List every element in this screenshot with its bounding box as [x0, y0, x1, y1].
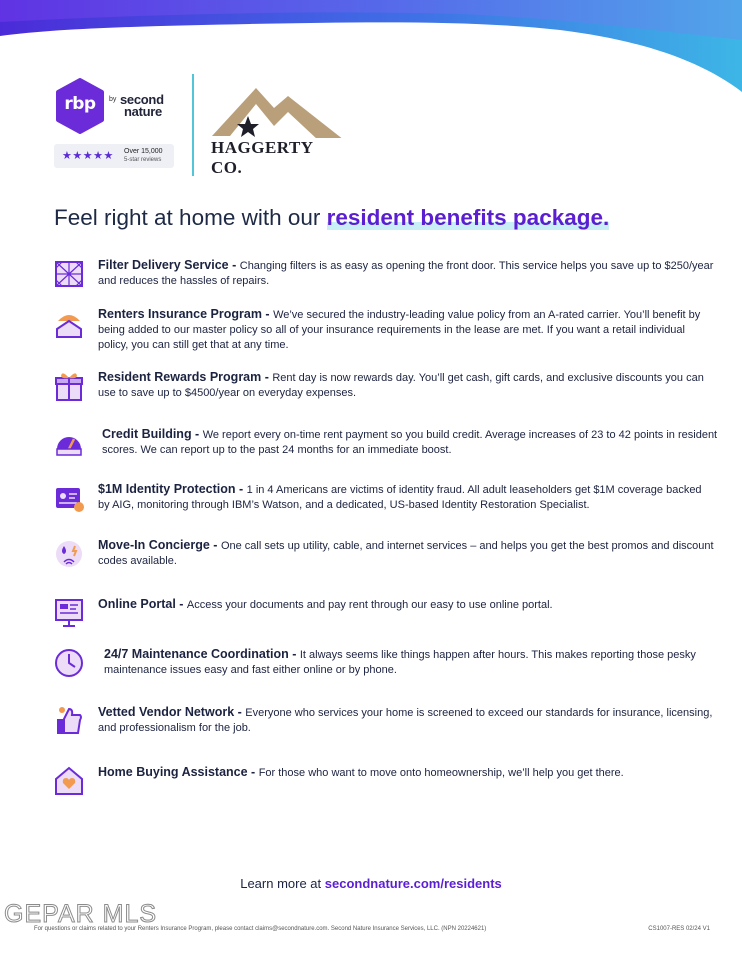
benefit-description: For those who want to move onto homeownership, we’ll help you get there.: [258, 767, 624, 779]
haggerty-logo: [208, 82, 348, 177]
logo-divider: [192, 74, 194, 176]
reviews-badge: [54, 144, 174, 168]
benefit-description: Access your documents and pay rent through our easy to use online portal.: [186, 599, 553, 611]
benefit-title: Resident Rewards Program -: [98, 370, 273, 384]
mls-watermark: GEPAR MLS: [4, 900, 158, 928]
second-nature-logo: [54, 78, 178, 170]
identity-card-icon: [54, 482, 84, 514]
page-headline: [54, 205, 609, 231]
umbrella-house-icon: [54, 307, 84, 339]
headline-lead: Feel right at home with our: [54, 205, 327, 230]
haggerty-wordmark: HAGGERTY CO.: [211, 138, 313, 177]
benefit-title: Credit Building -: [102, 427, 203, 441]
utilities-icon: [54, 538, 84, 570]
filter-icon: [54, 258, 84, 290]
benefit-description: We report every on-time rent payment so you build credit. Average increases of 23 to 42 points in resident scores. We can report up to the past 24 months for an immediate boost.: [102, 429, 718, 456]
benefit-title: $1M Identity Protection -: [98, 482, 247, 496]
benefit-title: 24/7 Maintenance Coordination -: [104, 647, 300, 661]
five-star-icon: ★★★★★: [62, 149, 114, 162]
by-label: by: [109, 96, 117, 103]
benefit-title: Filter Delivery Service -: [98, 258, 240, 272]
house-heart-icon: [54, 765, 84, 797]
benefit-description: One call sets up utility, cable, and internet services – and helps you get the best promos and discount codes available.: [98, 540, 714, 567]
gift-icon: [54, 370, 84, 402]
benefit-title: Renters Insurance Program -: [98, 307, 274, 321]
rbp-wordmark: rbp: [64, 94, 96, 114]
second-word: second: [120, 92, 164, 107]
learn-more: [0, 876, 742, 891]
benefit-description: Changing filters is as easy as opening the front door. This service helps you save up to $250/year and reduces the hassles of repairs.: [98, 260, 714, 287]
benefit-description: We’ve secured the industry-leading value policy from an A-rated carrier. You’ll benefit by being added to our master policy so all of your insurance requirements in the lease are met. If you want a retail individual policy, you can still get that at any time.: [98, 309, 701, 351]
benefit-description: It always seems like things happen after hours. This makes reporting those pesky maintenance issues easy and fast either online or by phone.: [104, 649, 696, 676]
footnote: For questions or claims related to your Renters Insurance Program, please contact claims@secondnature.com. Second Nature Insurance Services, LLC. (NPN 20224621): [34, 926, 487, 932]
reviews-count: Over 15,000: [124, 148, 163, 155]
benefit-description: 1 in 4 Americans are victims of identity fraud. All adult leaseholders get $1M coverage backed by AIG, monitoring through IBM’s Watson, and a dedicated, US-based Identity Restoration Specialist.: [98, 484, 702, 511]
benefit-title: Vetted Vendor Network -: [98, 705, 246, 719]
mountain-icon: [208, 82, 348, 138]
reviews-label: 5-star reviews: [124, 157, 162, 163]
benefit-description: Everyone who services your home is screened to exceed our standards for insurance, licensing, and professionalism for the job.: [98, 707, 713, 734]
benefit-title: Home Buying Assistance -: [98, 765, 259, 779]
learn-more-link[interactable]: secondnature.com/residents: [324, 876, 502, 891]
benefit-title: Move-In Concierge -: [98, 538, 221, 552]
monitor-icon: [54, 597, 84, 629]
nature-word: nature: [124, 104, 162, 119]
benefit-title: Online Portal -: [98, 597, 187, 611]
clock-icon: [54, 647, 84, 679]
second-nature-wordmark: [120, 94, 164, 118]
benefit-description: Rent day is now rewards day. You’ll get cash, gift cards, and exclusive discounts you can use to save up to $4500/year on everyday expenses.: [98, 372, 704, 399]
thumbs-up-icon: [54, 705, 84, 737]
headline-highlight: resident benefits package.: [326, 205, 610, 230]
credit-gauge-icon: [54, 427, 84, 459]
learn-more-lead: Learn more at: [240, 876, 325, 891]
document-code: CS1007-RES 02/24 V1: [648, 926, 710, 932]
